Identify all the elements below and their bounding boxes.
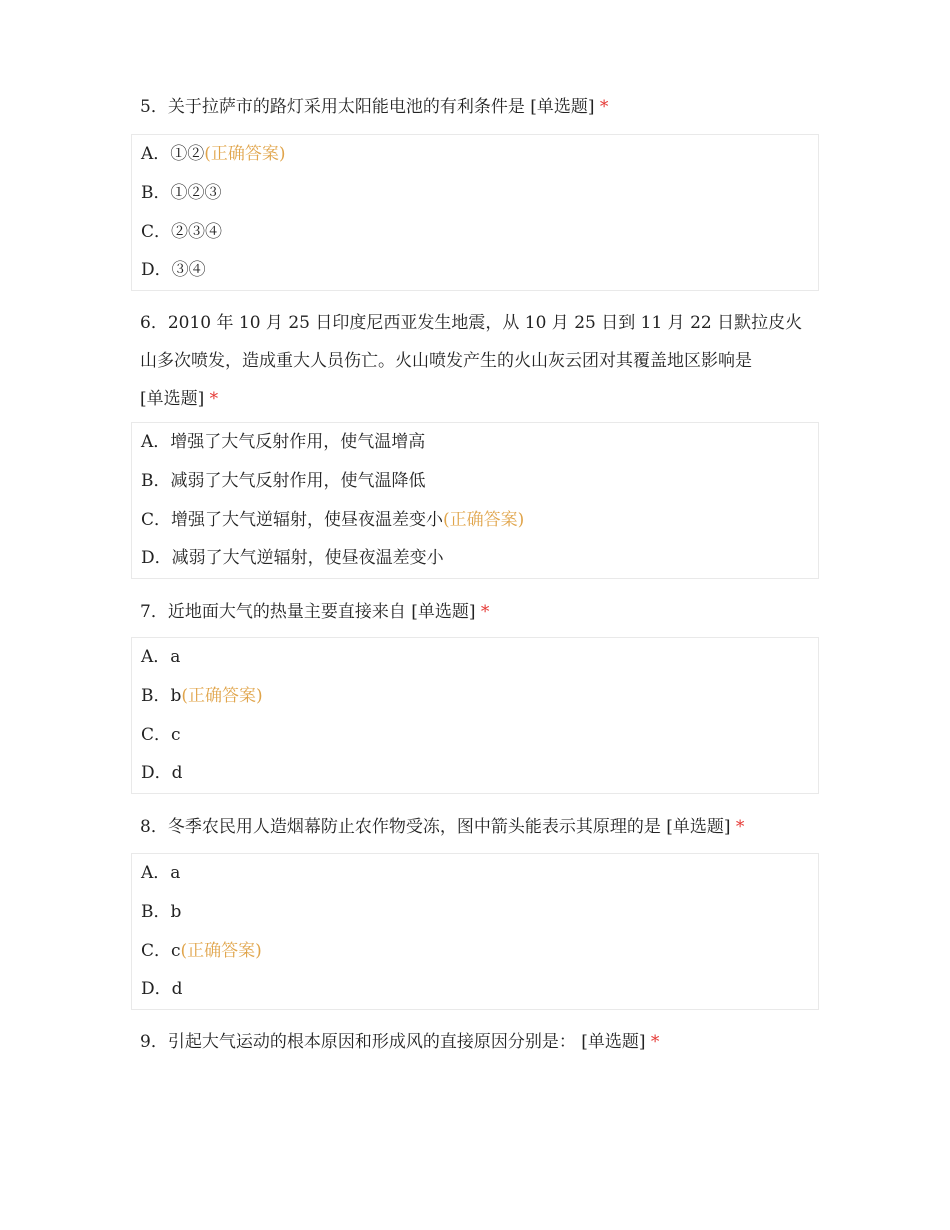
correct-answer-tag: (正确答案) [443, 509, 525, 530]
question-8 [131, 808, 819, 1010]
required-mark: * [599, 97, 609, 117]
options-box [131, 637, 819, 794]
options-box [131, 134, 819, 291]
option-a: A．增强了大气反射作用，使气温增高 [141, 432, 426, 452]
option-d: D．d [141, 763, 183, 784]
option-c: C．②③④ [141, 221, 223, 242]
option-d: D．减弱了大气逆辐射，使昼夜温差变小 [141, 548, 444, 569]
question-9 [131, 1023, 819, 1061]
question-stem: 9．引起大气运动的根本原因和形成风的直接原因分别是： [单选题] * [140, 1032, 660, 1052]
option-d: D．d [141, 979, 183, 1000]
option-c: C．增强了大气逆辐射，使昼夜温差变小(正确答案) [141, 509, 525, 530]
question-7 [131, 593, 819, 794]
question-6 [131, 304, 819, 579]
option-b: B．b(正确答案) [141, 685, 263, 706]
option-c: C．c [141, 724, 181, 745]
options-box [131, 853, 819, 1010]
required-mark: * [480, 602, 490, 622]
required-mark: * [650, 1032, 660, 1052]
correct-answer-tag: (正确答案) [204, 144, 286, 164]
required-mark: * [735, 817, 745, 837]
correct-answer-tag: (正确答案) [181, 685, 263, 706]
question-stem: 5．关于拉萨市的路灯采用太阳能电池的有利条件是 [单选题] * [140, 97, 609, 117]
option-a: A．a [141, 863, 181, 883]
option-b: B．①②③ [141, 182, 222, 203]
option-c: C．c(正确答案) [141, 940, 262, 961]
question-5 [131, 88, 819, 291]
option-a: A．a [141, 647, 181, 667]
question-stem: 7．近地面大气的热量主要直接来自 [单选题] * [140, 602, 490, 622]
option-d: D．③④ [141, 260, 206, 281]
question-stem: 6．2010 年 10 月 25 日印度尼西亚发生地震，从 10 月 25 日到 11 月 22 日默拉皮火 山多次喷发，造成重大人员伤亡。火山喷发产生的火山灰云团对其覆盖地区影响是 [单选题] * [140, 313, 803, 409]
option-b: B．减弱了大气反射作用，使气温降低 [141, 470, 426, 491]
option-b: B．b [141, 901, 182, 922]
options-box [131, 422, 819, 579]
required-mark: * [209, 389, 219, 409]
option-a: A．①②(正确答案) [141, 144, 286, 164]
correct-answer-tag: (正确答案) [180, 940, 262, 961]
question-stem: 8．冬季农民用人造烟幕防止农作物受冻，图中箭头能表示其原理的是 [单选题] * [140, 817, 745, 837]
